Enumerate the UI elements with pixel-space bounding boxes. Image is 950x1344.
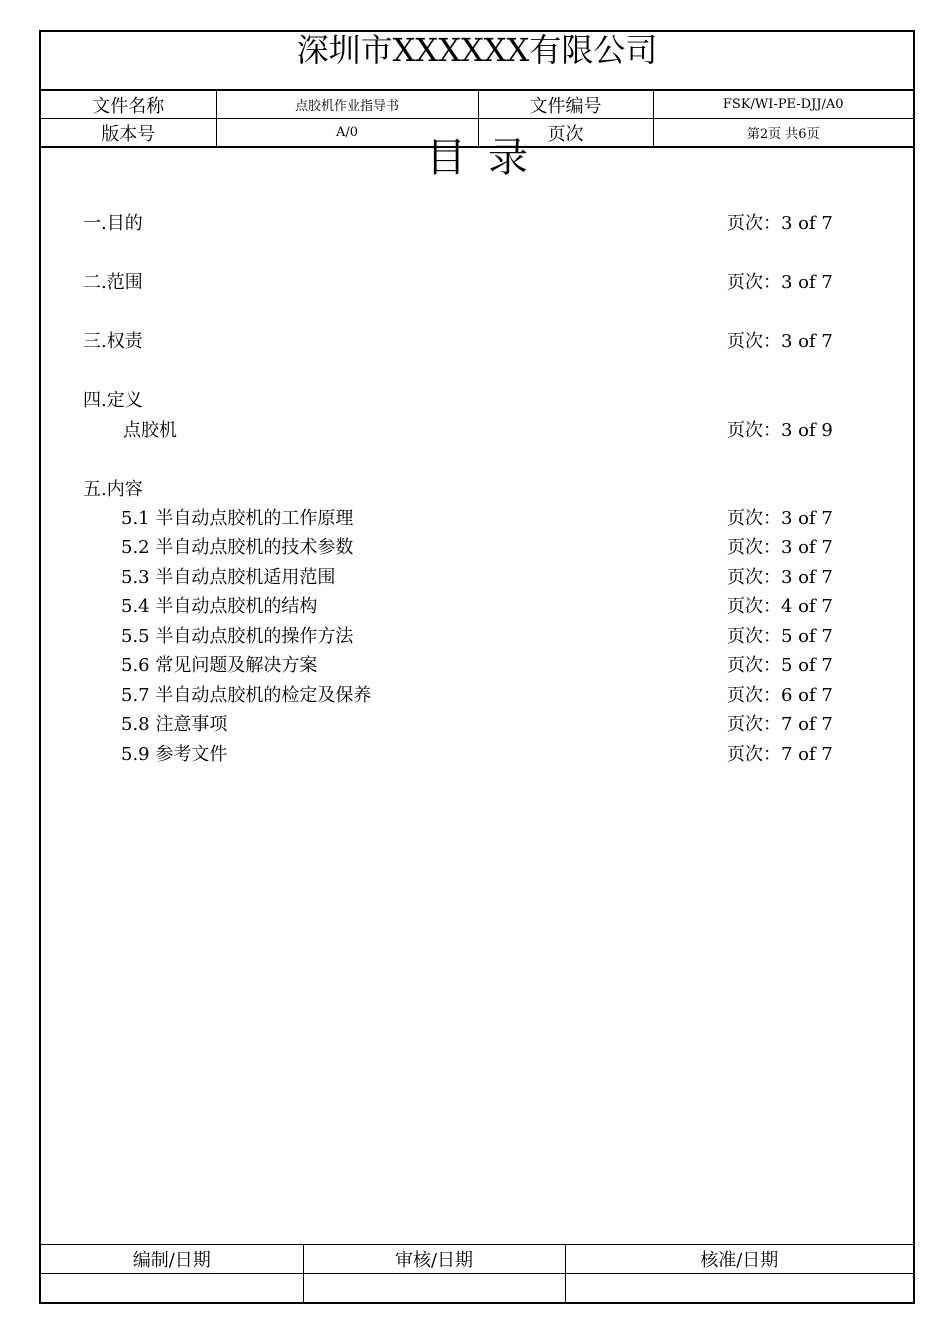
toc-item-label: 5.2 半自动点胶机的技术参数: [121, 537, 354, 558]
toc-item: [41, 478, 913, 502]
company-name: 深圳市XXXXXX有限公司: [41, 32, 913, 91]
toc-item: [41, 212, 913, 236]
toc-item-label: 5.7 半自动点胶机的检定及保养: [121, 685, 372, 706]
version-value: A/0: [216, 119, 478, 148]
toc-item-label: 5.1 半自动点胶机的工作原理: [121, 508, 354, 529]
prepared-by-label: 编制/日期: [41, 1245, 303, 1274]
toc-item-page: 页次：3 of 7: [727, 508, 833, 529]
toc-item: [41, 654, 913, 678]
reviewed-by-label: 审核/日期: [303, 1245, 565, 1274]
toc-item: [41, 271, 913, 295]
toc-item-label: 5.8 注意事项: [121, 714, 228, 735]
toc-item-label: 二.范围: [83, 272, 143, 293]
approved-by-label: 核准/日期: [565, 1245, 913, 1274]
toc-item-label: 5.6 常见问题及解决方案: [121, 655, 318, 676]
toc-item-page: 页次：7 of 7: [727, 714, 833, 735]
toc-item: [41, 566, 913, 590]
toc-item: [41, 595, 913, 619]
doc-name-value: 点胶机作业指导书: [216, 91, 478, 119]
toc-item-label: 5.5 半自动点胶机的操作方法: [121, 626, 354, 647]
page-value: 第2页 共6页: [653, 119, 913, 148]
toc-item: [41, 743, 913, 767]
reviewed-by-cell: [303, 1274, 565, 1303]
toc-item-page: 页次：3 of 9: [727, 420, 833, 441]
toc-item-page: 页次：4 of 7: [727, 596, 833, 617]
prepared-by-cell: [41, 1274, 303, 1303]
toc-item-label: 点胶机: [123, 420, 177, 441]
toc-item: [41, 389, 913, 413]
toc-item-label: 5.4 半自动点胶机的结构: [121, 596, 318, 617]
doc-name-label: 文件名称: [41, 91, 216, 119]
version-label: 版本号: [41, 119, 216, 148]
toc-item: [41, 625, 913, 649]
toc-item-page: 页次：3 of 7: [727, 331, 833, 352]
toc-item-label: 三.权责: [83, 331, 143, 352]
toc-item-label: 5.3 半自动点胶机适用范围: [121, 567, 336, 588]
toc-item: [41, 419, 913, 443]
toc-item-page: 页次：7 of 7: [727, 744, 833, 765]
signoff-table: [41, 1244, 913, 1302]
toc-item-page: 页次：3 of 7: [727, 567, 833, 588]
doc-number-value: FSK/WI-PE-DJJ/A0: [653, 91, 913, 119]
doc-number-label: 文件编号: [478, 91, 653, 119]
document-frame: [39, 30, 915, 1304]
toc-item-page: 页次：5 of 7: [727, 655, 833, 676]
toc-item-label: 四.定义: [83, 390, 143, 411]
toc-item-page: 页次：3 of 7: [727, 272, 833, 293]
toc-item-page: 页次：3 of 7: [727, 537, 833, 558]
toc-title: 目录: [426, 135, 550, 181]
toc-item: [41, 713, 913, 737]
toc-item: [41, 507, 913, 531]
toc-item-label: 一.目的: [83, 213, 143, 234]
toc-item-label: 五.内容: [83, 479, 143, 500]
toc-item-page: 页次：5 of 7: [727, 626, 833, 647]
toc-item-page: 页次：6 of 7: [727, 685, 833, 706]
toc-item: [41, 684, 913, 708]
toc-item-page: 页次：3 of 7: [727, 213, 833, 234]
toc-item: [41, 536, 913, 560]
toc-item-label: 5.9 参考文件: [121, 744, 228, 765]
approved-by-cell: [565, 1274, 913, 1303]
page-label: 页次: [478, 119, 653, 148]
toc-item: [41, 330, 913, 354]
